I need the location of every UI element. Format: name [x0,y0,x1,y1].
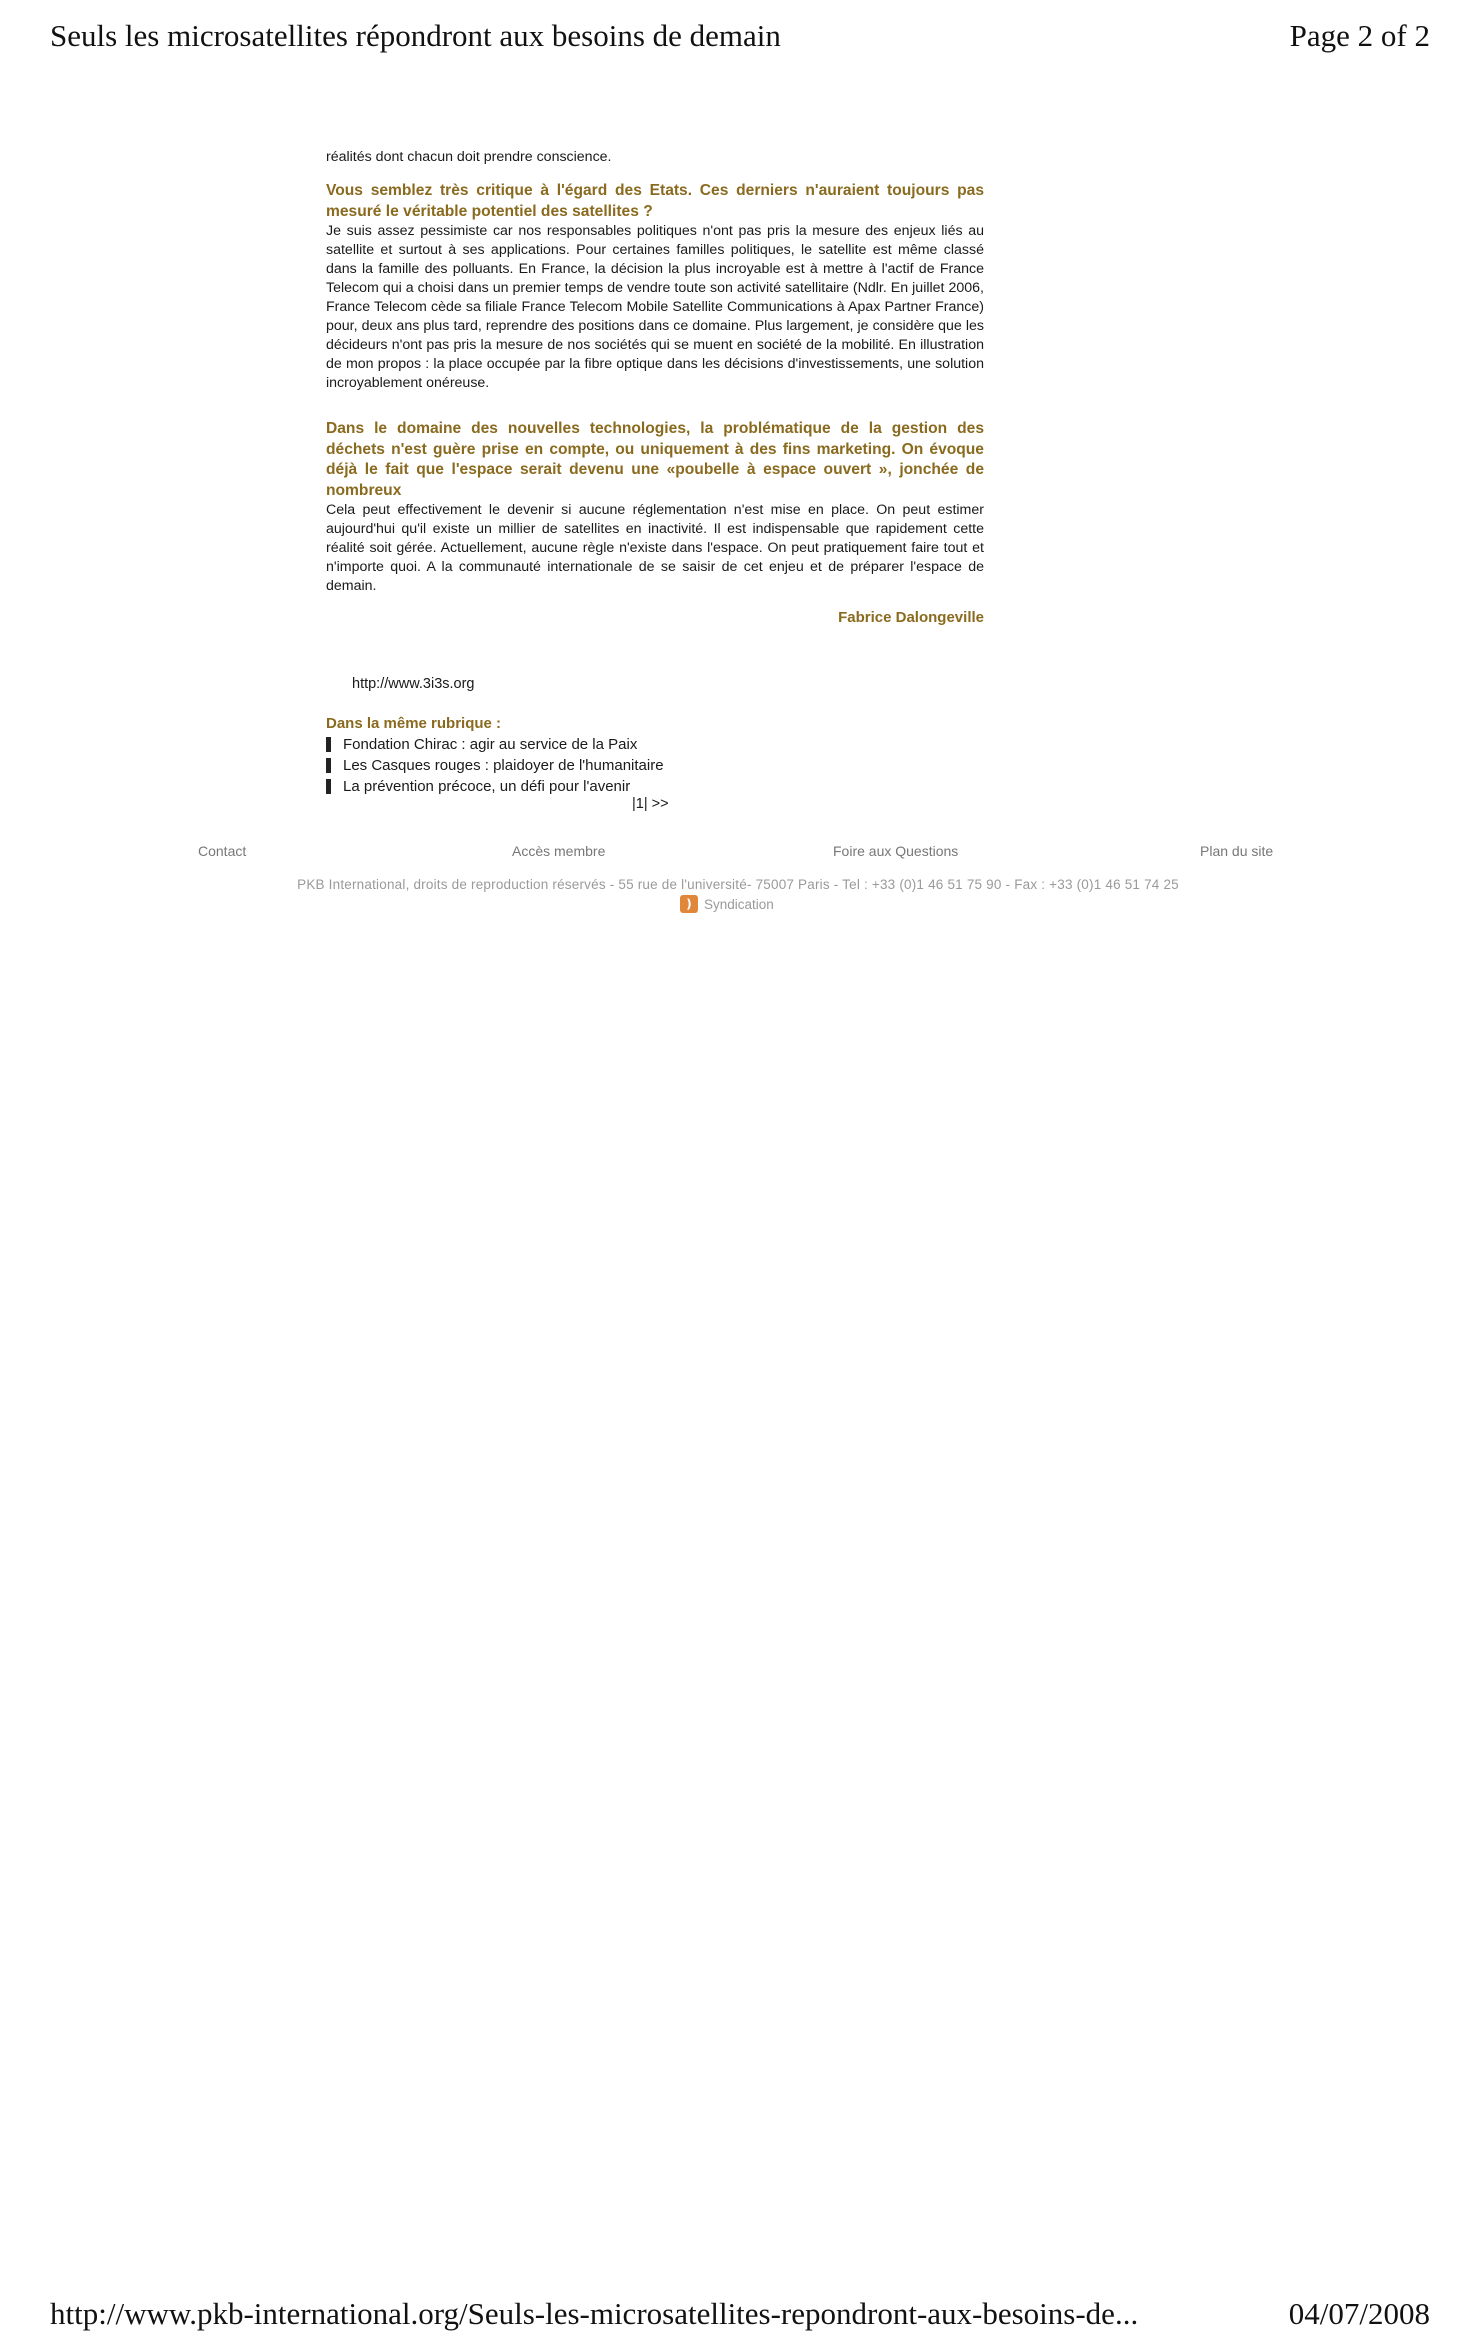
syndication-link[interactable] [680,895,774,913]
related-article-item[interactable] [326,776,726,797]
related-article-label[interactable]: Les Casques rouges : plaidoyer de l'humanitaire [343,757,664,774]
related-article-item[interactable] [326,734,726,755]
print-header [50,18,1430,68]
bullet-bar-icon [326,779,331,794]
related-article-label[interactable]: Fondation Chirac : agir au service de la Paix [343,736,638,753]
copyright-notice: PKB International, droits de reproduction réservés - 55 rue de l'université- 75007 Paris - Tel : +33 (0)1 46 51 75 90 - Fax : +33 (0)1 46 51 74 25 [297,877,1179,892]
footer-link-member-access[interactable]: Accès membre [512,843,606,859]
article-body [326,148,984,627]
page-url: http://www.pkb-international.org/Seuls-les-microsatellites-repondront-aux-besoins-de... [50,2296,1139,2331]
rss-icon: ) [680,895,698,913]
interview-question-1: Vous semblez très critique à l'égard des Etats. Ces derniers n'auraient toujours pas mesuré le véritable potentiel des satellites ? [326,182,984,220]
print-date: 04/07/2008 [1288,2296,1430,2331]
related-articles-title: Dans la même rubrique : [326,715,502,732]
print-footer [50,2296,1430,2336]
related-articles [326,714,726,797]
footer-link-contact[interactable]: Contact [198,843,247,859]
bullet-bar-icon [326,737,331,752]
print-title: Seuls les microsatellites répondront aux besoins de demain [50,18,781,53]
interview-question-2: Dans le domaine des nouvelles technologies, la problématique de la gestion des déchets n'est guère prise en compte, ou uniquement à des fins marketing. On évoque déjà le fait que l'espace serait devenu une «poubelle à espace ouvert », jonchée de nombreux [326,420,984,499]
external-link[interactable]: http://www.3i3s.org [352,676,475,692]
page-number: Page 2 of 2 [1289,18,1430,53]
article-lead-paragraph: réalités dont chacun doit prendre conscience. [326,149,612,165]
syndication-label[interactable]: Syndication [704,896,774,912]
pagination[interactable]: |1| >> [632,796,669,812]
related-article-label[interactable]: La prévention précoce, un défi pour l'avenir [343,778,631,795]
interview-answer-1: Je suis assez pessimiste car nos responsables politiques n'ont pas pris la mesure des enjeux liés au satellite et surtout à ses applications. Pour certaines familles politiques, le satellite est même classé dans la famille des polluants. En France, la décision la plus incroyable est à mettre à l'actif de France Telecom qui a choisi dans un premier temps de vendre toute son activité satellitaire (Ndlr. En juillet 2006, France Telecom cède sa filiale France Telecom Mobile Satellite Communications à Apax Partner France) pour, deux ans plus tard, reprendre des positions dans ce domaine. Plus largement, je considère que les décideurs n'ont pas pris la mesure de nos sociétés qui se muent en société de la mobilité. En illustration de mon propos : la place occupée par la fibre optique dans les décisions d'investissements, une solution incroyablement onéreuse. [326,223,984,391]
author-signature: Fabrice Dalongeville [838,609,984,626]
bullet-bar-icon [326,758,331,773]
interview-answer-2: Cela peut effectivement le devenir si aucune réglementation n'est mise en place. On peut estimer aujourd'hui qu'il existe un millier de satellites en inactivité. Il est indispensable que rapidement cette réalité soit gérée. Actuellement, aucune règle n'existe dans l'espace. On peut pratiquement faire tout et n'importe quoi. A la communauté internationale de se saisir de cet enjeu et de préparer l'espace de demain. [326,502,984,594]
footer-link-sitemap[interactable]: Plan du site [1200,843,1274,859]
footer-link-faq[interactable]: Foire aux Questions [833,843,959,859]
related-article-item[interactable] [326,755,726,776]
